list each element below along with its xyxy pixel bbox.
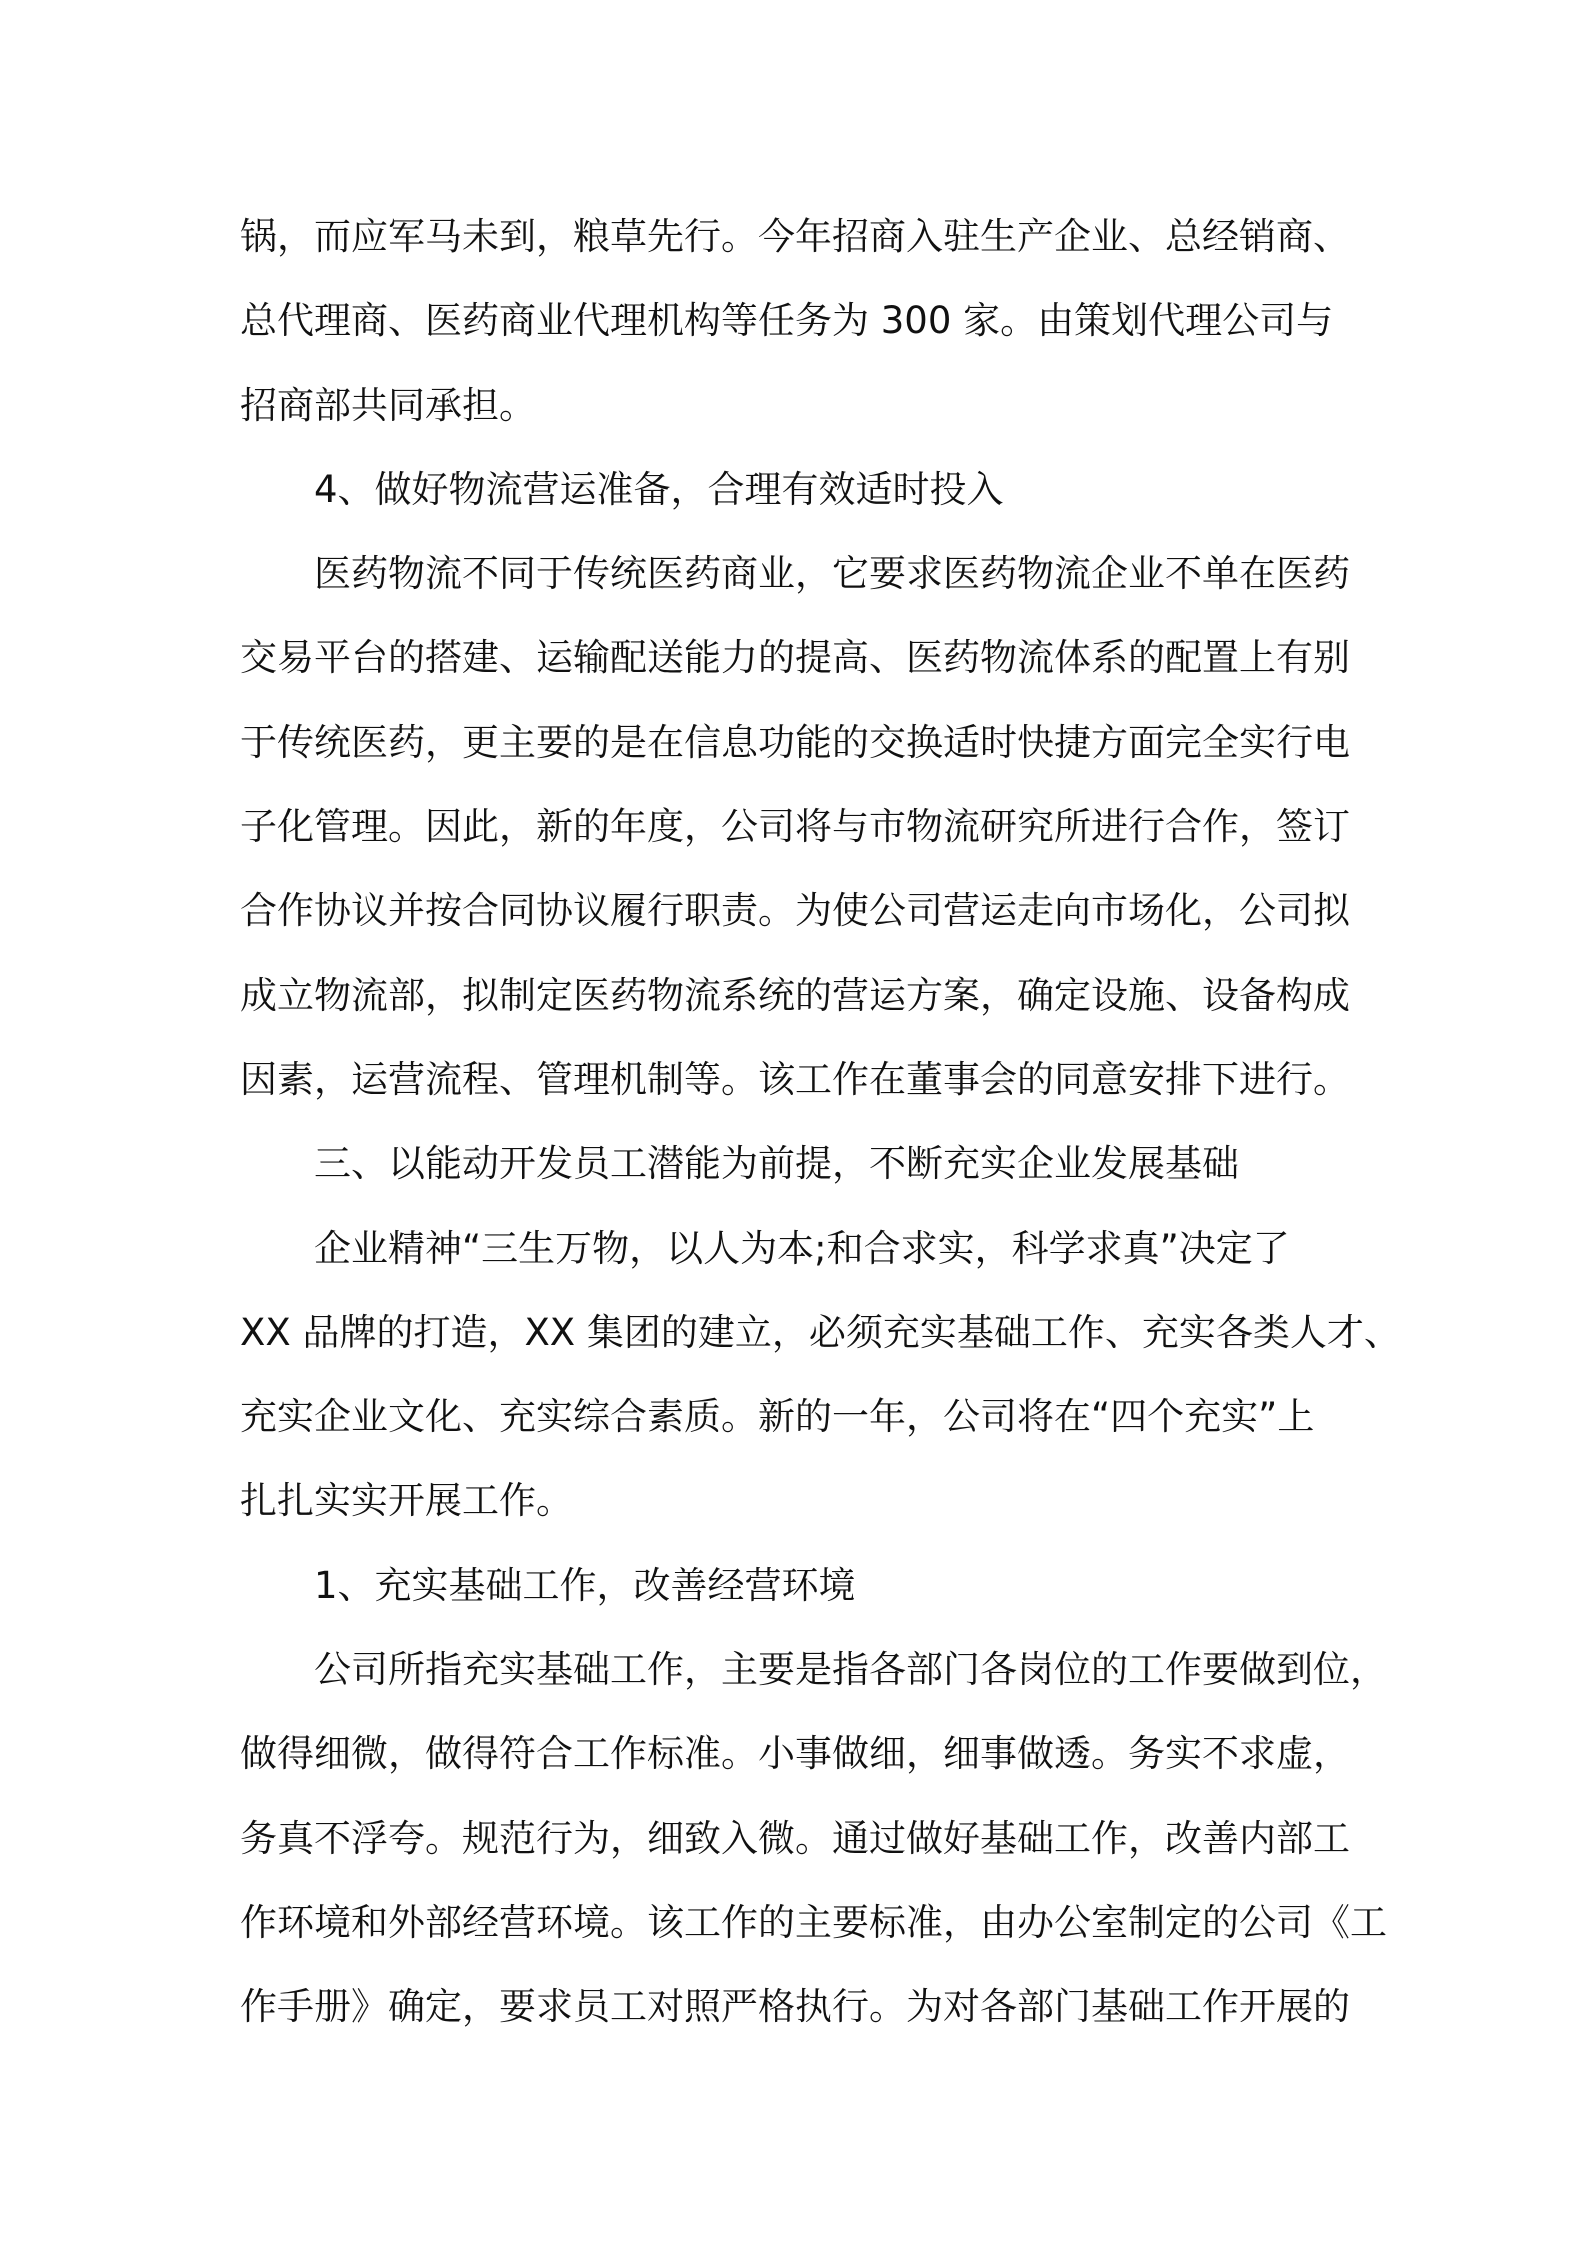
text-line: 于传统医药，更主要的是在信息功能的交换适时快捷方面完全实行电 <box>240 720 1350 764</box>
document-page <box>240 195 1401 2050</box>
text-line: 公司所指充实基础工作，主要是指各部门各岗位的工作要做到位， <box>314 1648 1387 1692</box>
section-heading: 三、以能动开发员工潜能为前提，不断充实企业发展基础 <box>314 1142 1239 1186</box>
text-line: 医药物流不同于传统医药商业，它要求医药物流企业不单在医药 <box>314 552 1350 596</box>
text-line: 扎扎实实开展工作。 <box>240 1479 573 1523</box>
text-line: 招商部共同承担。 <box>240 383 536 427</box>
text-line: 做得细微，做得符合工作标准。小事做细，细事做透。务实不求虚， <box>240 1732 1350 1776</box>
text-line: 总代理商、医药商业代理机构等任务为 300 家。由策划代理公司与 <box>240 299 1334 343</box>
text-line: 锅，而应军马未到，粮草先行。今年招商入驻生产企业、总经销商、 <box>240 215 1350 258</box>
text-line: 因素，运营流程、管理机制等。该工作在董事会的同意安排下进行。 <box>240 1057 1350 1101</box>
text-line: 子化管理。因此，新的年度，公司将与市物流研究所进行合作，签订 <box>240 805 1350 849</box>
text-line: 成立物流部，拟制定医药物流系统的营运方案，确定设施、设备构成 <box>240 973 1350 1017</box>
section-heading: 4、做好物流营运准备，合理有效适时投入 <box>314 467 1004 511</box>
text-line: 作环境和外部经营环境。该工作的主要标准，由办公室制定的公司《工 <box>240 1900 1387 1944</box>
text-line: 务真不浮夸。规范行为，细致入微。通过做好基础工作，改善内部工 <box>240 1816 1350 1860</box>
text-line: 企业精神“三生万物，以人为本;和合求实，科学求真”决定了 <box>314 1226 1290 1270</box>
text-line: 作手册》确定，要求员工对照严格执行。为对各部门基础工作开展的 <box>240 1985 1350 2029</box>
text-line: 交易平台的搭建、运输配送能力的提高、医药物流体系的配置上有别 <box>240 636 1350 680</box>
text-line: 充实企业文化、充实综合素质。新的一年，公司将在“四个充实”上 <box>240 1395 1315 1439</box>
text-line: 合作协议并按合同协议履行职责。为使公司营运走向市场化，公司拟 <box>240 889 1350 933</box>
text-line: XX 品牌的打造，XX 集团的建立，必须充实基础工作、充实各类人才、 <box>240 1310 1401 1354</box>
section-heading: 1、充实基础工作，改善经营环境 <box>314 1563 856 1607</box>
